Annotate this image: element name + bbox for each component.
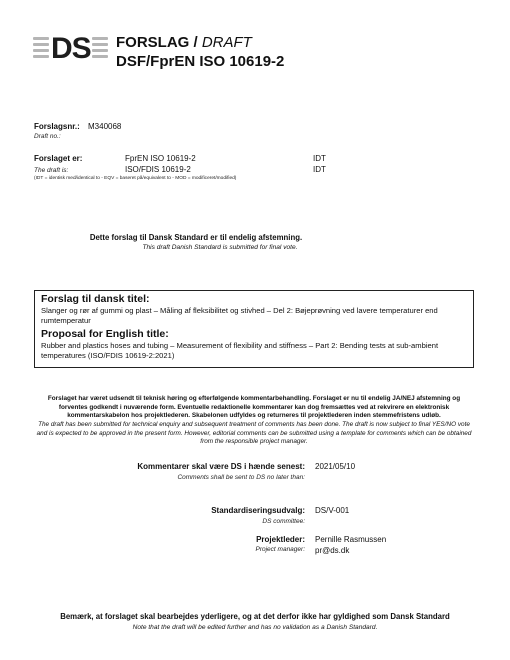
idt-legend: (IDT = identisk med/identical to - EQV = baseret på/equivalent to - MOD = modificeret/modified) — [34, 176, 237, 181]
logo-bars-left — [33, 37, 49, 61]
logo-bars-right — [92, 37, 108, 61]
footer-da: Bemærk, at forslaget skal bearbejdes yderligere, og at det derfor ikke har gyldighed som Dansk Standard — [60, 612, 450, 621]
forslaget-value-2: ISO/FDIS 10619-2 — [125, 165, 191, 174]
english-title-heading: Proposal for English title: — [41, 328, 169, 340]
manager-label: Projektleder: — [256, 535, 305, 544]
committee-value: DS/V-001 — [315, 506, 350, 515]
submission-en: This draft Danish Standard is submitted for final vote. — [142, 244, 298, 251]
english-title: Rubber and plastics hoses and tubing – Measurement of flexibility and stiffness – Part 2: Bending tests at sub-ambient temperatures (ISO/FDIS 10619-2:2021) — [41, 341, 439, 360]
forslagsnr-value: M340068 — [88, 122, 122, 131]
footer-en: Note that the draft will be edited further and has no validation as a Danish Standard. — [132, 624, 378, 631]
committee-label: Standardiseringsudvalg: — [211, 506, 305, 515]
manager-label-en: Project manager: — [255, 546, 305, 553]
notice-en: The draft has been submitted for technical enquiry and subsequent treatment of comments has been done. The draft is now subject to final YES/NO vote and is expected to be approved in the present form. However, editorial comments can be submitted using a template for comments which can be obtained from the responsible project manager. — [36, 421, 472, 445]
manager-email[interactable]: pr@ds.dk — [315, 546, 350, 555]
forslaget-label-en: The draft is: — [34, 167, 69, 174]
forslagsnr-label: Forslagsnr.: — [34, 122, 80, 131]
header-title — [116, 34, 252, 52]
title-forslag: FORSLAG / — [116, 34, 198, 51]
title-box — [34, 290, 474, 368]
header-standard: DSF/FprEN ISO 10619-2 — [116, 53, 285, 70]
committee-label-en: DS committee: — [262, 518, 305, 525]
deadline-value: 2021/05/10 — [315, 462, 356, 471]
forslagsnr-label-en: Draft no.: — [34, 133, 61, 140]
danish-title-heading: Forslag til dansk titel: — [41, 293, 150, 305]
deadline-label-en: Comments shall be sent to DS no later than: — [177, 474, 305, 481]
manager-name: Pernille Rasmussen — [315, 535, 387, 544]
forslaget-idt-2: IDT — [313, 165, 326, 174]
forslaget-value-1: FprEN ISO 10619-2 — [125, 154, 196, 163]
submission-da: Dette forslag til Dansk Standard er til endelig afstemning. — [89, 233, 303, 242]
deadline-label: Kommentarer skal være DS i hænde senest: — [137, 462, 305, 471]
title-draft: DRAFT — [201, 34, 252, 51]
forslaget-idt-1: IDT — [313, 154, 326, 163]
forslaget-label: Forslaget er: — [34, 154, 83, 163]
logo-text: DS — [51, 32, 91, 65]
danish-title: Slanger og rør af gummi og plast – Måling af fleksibilitet og stivhed – Del 2: Bøjeprøvning ved lavere temperaturer end rumtemperatur — [41, 306, 438, 325]
notice-da: Forslaget har været udsendt til teknisk høring og efterfølgende kommentarbehandling. Forslaget er nu til endelig JA/NEJ afstemning og forventes godkendt i nuværende form. Eventuelle redaktionelle kommentarer kan dog fremsættes ved at rekvirere en elektronisk kommentarskabelon hos projektlederen. Skabelonen udfyldes og returneres til projektlederen inden stemmefristens udløb. — [47, 395, 461, 419]
